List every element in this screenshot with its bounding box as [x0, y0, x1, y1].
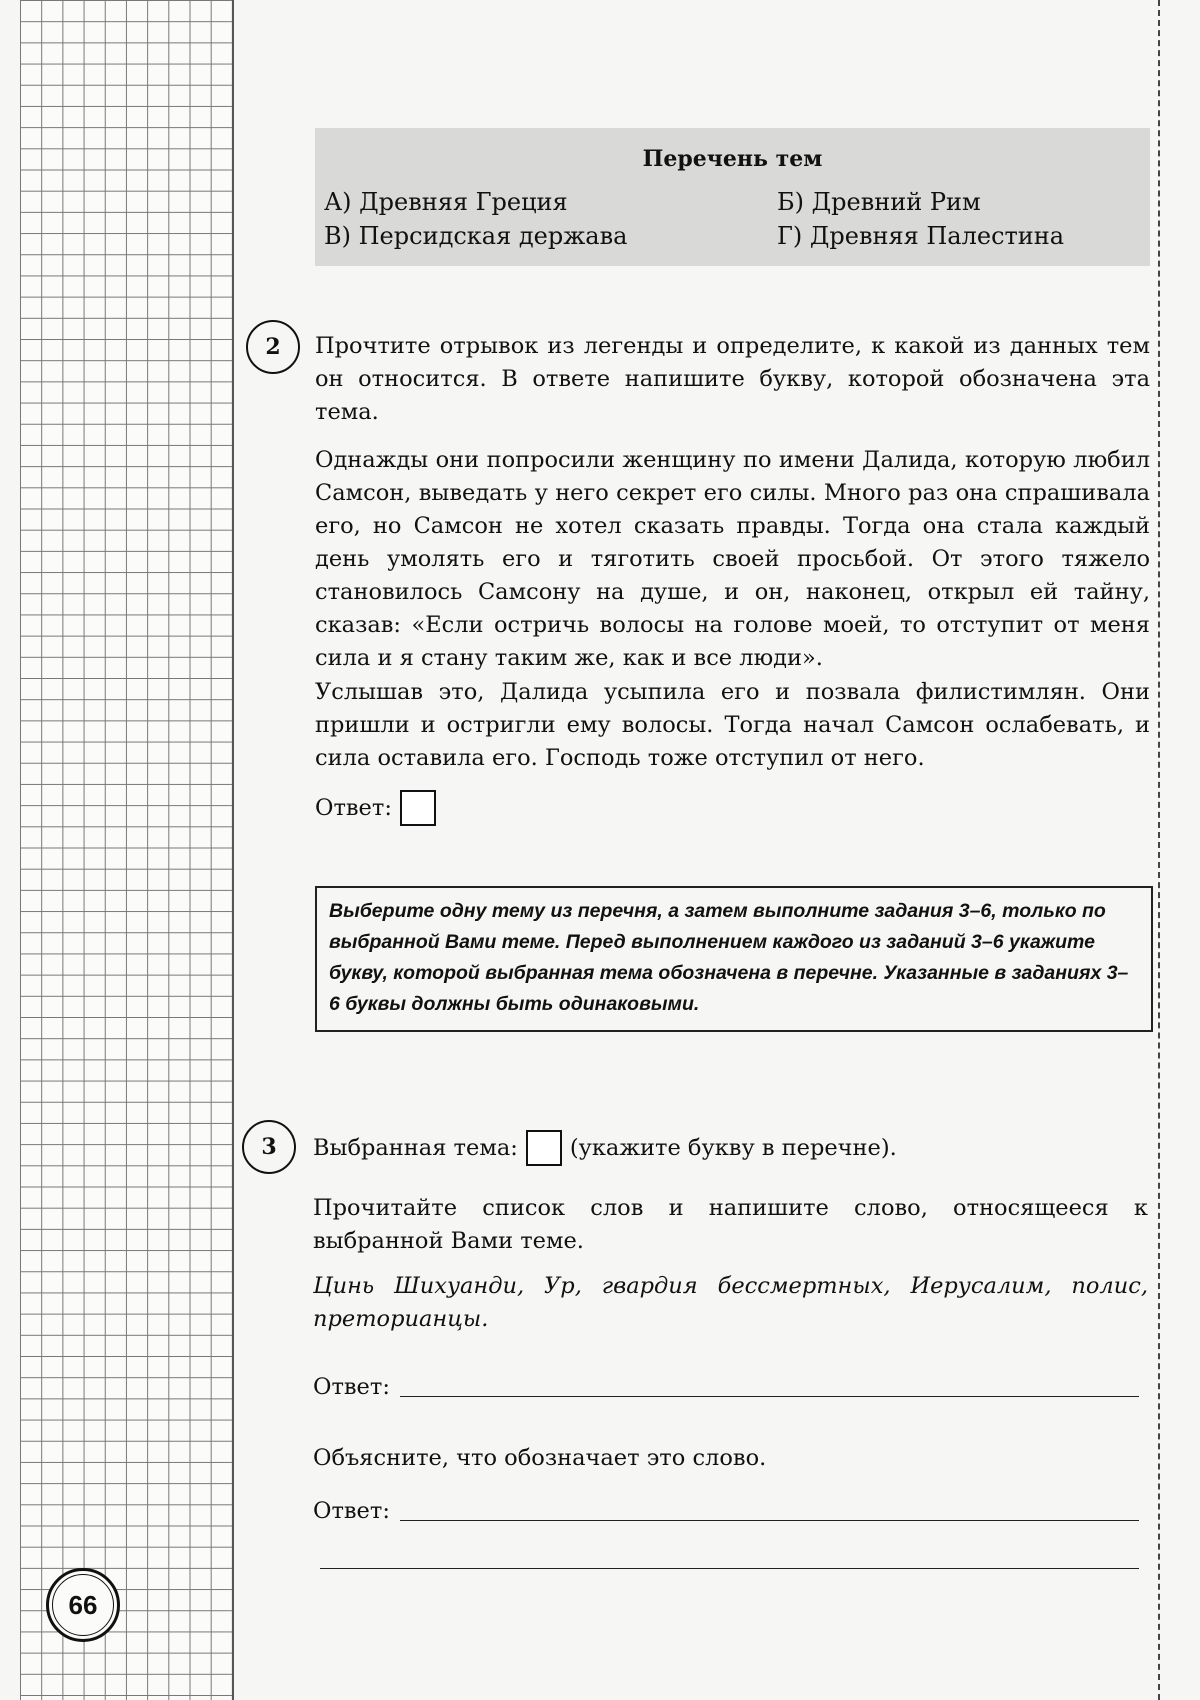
graph-paper-margin	[20, 0, 234, 1700]
question-2-prompt: Прочтите отрывок из легенды и определите, к какой из данных тем он относится. В ответе напишите букву, которой обозначена эта тема.	[315, 333, 1150, 425]
topic-g: Г) Древняя Палестина	[777, 222, 1065, 250]
question-3-answer-line[interactable]	[400, 1378, 1139, 1397]
question-3-topic-box[interactable]	[526, 1130, 562, 1166]
question-2-answer	[315, 790, 436, 826]
question-3-explain-line-2[interactable]	[320, 1568, 1139, 1569]
question-3-chosen-hint: (укажите букву в перечне).	[569, 1135, 897, 1161]
question-2-answer-label: Ответ:	[315, 795, 392, 821]
topics-title: Перечень тем	[642, 146, 823, 172]
topic-v: В) Персидская держава	[324, 222, 628, 250]
question-3-explain-prompt: Объясните, что обозначает это слово.	[313, 1445, 767, 1471]
question-3-prompt: Прочитайте список слов и напишите слово, относящееся к выбранной Вами теме.	[313, 1195, 1148, 1254]
topic-a: А) Древняя Греция	[324, 188, 568, 216]
question-3-chosen-topic	[313, 1130, 897, 1166]
topics-list	[315, 128, 1150, 266]
question-2-number: 2	[246, 320, 300, 374]
instruction-box: Выберите одну тему из перечня, а затем выполните задания 3–6, только по выбранной Вами теме. Перед выполнением каждого из заданий 3–6 укажите букву, которой выбранная тема обозначена в перечне. Указанные в заданиях 3–6 буквы должны быть одинаковыми.	[315, 886, 1153, 1032]
question-3-number: 3	[242, 1120, 296, 1174]
cut-line	[1158, 0, 1160, 1700]
question-2-passage-1: Однажды они попросили женщину по имени Далида, которую любил Самсон, выведать у него секрет его силы. Много раз она спрашивала его, но Самсон не хотел сказать правды. Тогда она стала каждый день умолять его и тяготить своей просьбой. От этого тяжело становилось Самсону на душе, и он, наконец, открыл ей тайну, сказав: «Если остричь волосы на голове моей, то отступит от меня сила и я стану таким же, как и все люди».	[315, 447, 1150, 671]
question-3-answer-row-2	[313, 1498, 1139, 1524]
question-3-chosen-label: Выбранная тема:	[313, 1135, 518, 1161]
question-3-answer-label-2: Ответ:	[313, 1498, 390, 1524]
question-3-answer-label: Ответ:	[313, 1374, 390, 1400]
question-2-answer-box[interactable]	[400, 790, 436, 826]
page-number: 66	[46, 1568, 120, 1642]
question-3-word-list: Цинь Шихуанди, Ур, гвардия бессмертных, Иерусалим, полис, преторианцы.	[313, 1273, 1148, 1332]
topic-b: Б) Древний Рим	[777, 188, 981, 216]
question-3-explain-line-1[interactable]	[400, 1502, 1139, 1521]
question-3-answer-row	[313, 1374, 1139, 1400]
question-2-passage-2: Услышав это, Далида усыпила его и позвала филистимлян. Они пришли и остригли ему волосы. Тогда начал Самсон ослабевать, и сила оставила его. Господь тоже отступил от него.	[315, 679, 1150, 771]
